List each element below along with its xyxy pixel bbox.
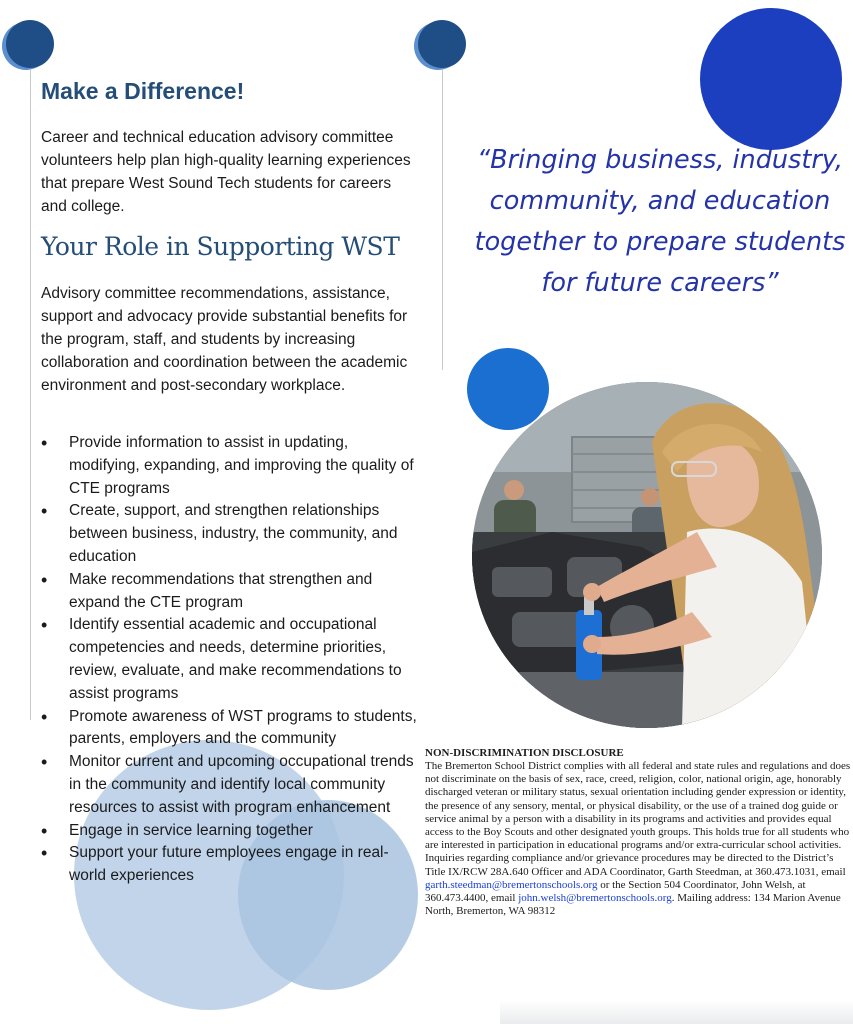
divider-left [30,70,31,720]
email-link-welsh[interactable]: john.welsh@bremertonschools.org [518,892,672,905]
list-item: • Create, support, and strengthen relationships between business, industry, the community, and education [41,500,421,568]
email-link-steedman[interactable]: garth.steedman@bremertonschools.org [425,878,598,891]
intro-paragraph: Career and technical education advisory committee volunteers help plan high-quality learning experiences that prepare West Sound Tech students for careers and college. [41,129,411,215]
disclosure-text-3: . Mailing address: 134 Marion Avenue North, Bremerton, WA 98312 [425,892,841,918]
decorative-circle-top-middle [418,20,466,68]
disclosure-body [425,760,853,918]
student-photo-illustration [472,382,822,728]
role-paragraph: Advisory committee recommendations, assistance, support and advocacy provide substantial benefits for the program, staff, and students by increasing collaboration and coordination between the academic environment and post-secondary workplace. [41,285,408,394]
student-photo [472,382,822,728]
role-bullet-list [41,432,421,888]
divider-middle [442,70,443,370]
list-item: • Make recommendations that strengthen and expand the CTE program [41,569,421,615]
disclosure-text-1: The Bremerton School District complies with all federal and state rules and regulations and does not discriminate on the basis of sex, race, creed, religion, color, national origin, age, honorably discharged veteran or military status, sexual orientation including gender expression or identity, the presence of any sensory, mental, or physical disability, or the use of a trained dog guide or service animal by a person with a disability in its programs and activities and provides equal access to the Boy Scouts and other designated youth groups. This holds true for all students who are interested in participation in educational programs and/or extra-curricular school activities. Inquiries regarding compliance and/or grievance procedures may be directed to the District’s Title IX/RCW 28A.640 Officer and ADA Coordinator, Garth Steedman, at 360.473.1031, email [425,760,851,878]
list-item: • Engage in service learning together [41,820,421,843]
decorative-circle-mid-blue [467,348,549,430]
decorative-circle-large-blue [700,8,842,150]
make-difference-heading: Make a Difference! [41,78,245,104]
page-bottom-shadow [500,1000,853,1024]
disclosure-text-2: or the Section 504 Coordinator, John Welsh, at 360.473.4400, email [425,878,806,905]
list-item: • Promote awareness of WST programs to students, parents, employers and the community [41,706,421,752]
list-item: • Support your future employees engage in real-world experiences [41,842,421,888]
disclosure-title: NON-DISCRIMINATION DISCLOSURE [425,747,624,759]
list-item: • Identify essential academic and occupational competencies and needs, determine priorities, review, evaluate, and make recommendations to assist programs [41,614,421,705]
list-item: • Monitor current and upcoming occupational trends in the community and identify local community resources to assist with program enhancement [41,751,421,819]
list-item: • Provide information to assist in updating, modifying, expanding, and improving the quality of CTE programs [41,432,421,500]
role-heading: Your Role in Supporting WST [41,232,400,261]
decorative-circle-top-left [6,20,54,68]
mission-quote: “Bringing business, industry, community, and education together to prepare students for future careers” [474,145,846,298]
